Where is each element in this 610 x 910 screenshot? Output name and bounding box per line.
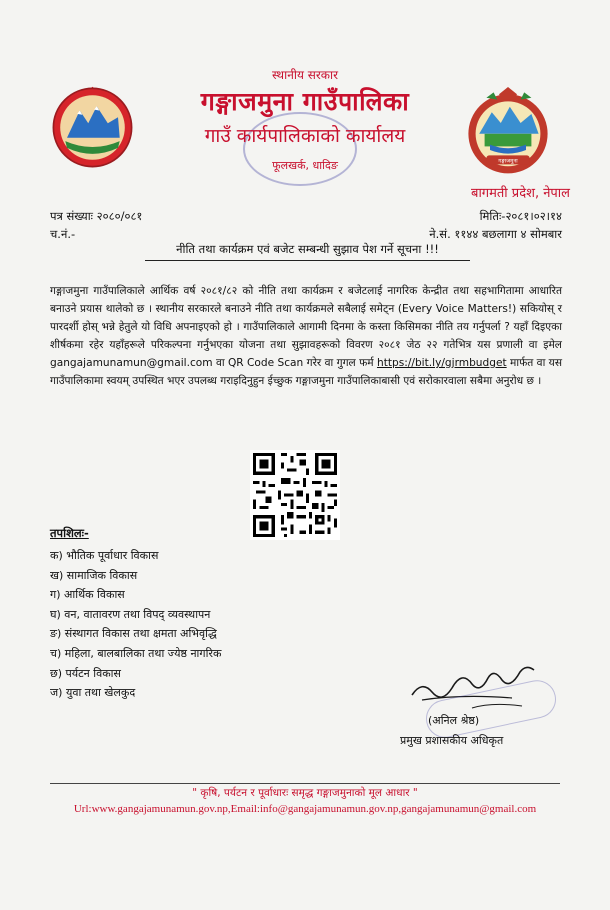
list-item: ख) सामाजिक विकास	[50, 568, 138, 582]
google-form-link[interactable]: https://bit.ly/gjrmbudget	[376, 357, 507, 369]
details-title: तपशिलः-	[50, 526, 89, 540]
list-item: घ) वन, वातावरण तथा विपद् व्यवस्थापन	[50, 607, 211, 621]
notice-subject: नीति तथा कार्यक्रम एवं बजेट सम्बन्धी सुझाव पेश गर्ने सूचना !!!	[145, 242, 470, 261]
list-item: छ) पर्यटन विकास	[50, 666, 121, 680]
footer-contact: Url:www.gangajamunamun.gov.np,Email:info@gangajamunamun.gov.np,gangajamunamun@gmail.com	[73, 803, 537, 815]
signatory-name: (अनिल श्रेष्ठ)	[428, 714, 480, 727]
body-paragraph-start: गङ्गाजमुना गाउँपालिकाले आर्थिक वर्ष २०८१/८२ को नीति तथा कार्यक्रम र बजेटलाई नागरिक केन्द्रीत तथा सहभागितामा आधारित बनाउने प्रयास थालेको छ । स्थानीय सरकारले बनाउने नीति तथा कार्यक्रमले सबैलाई समेट्न (Every Voice Matters!) सकियोस् र पारदर्शी होस् भन्ने हेतुले यो विधि अपनाइएको हो । गाउँपालिकाले आगामी दिनमा के कस्ता किसिमका नीति तय गर्नुपर्ला ? यहाँ दिइएका शीर्षकमा रहेर यहाँहरूले परिकल्पना गर्नुभएका योजना तथा सुझावहरूको विवरण २०८१ जेठ २२ गतेभित्र यस प्रणाली वा इमेल gangajamunamun@gmail.com वा QR Code Scan गरेर वा गुगल फर्म	[50, 285, 562, 369]
body-paragraph-end: मार्फत वा यस गाउँपालिकामा स्वयम् उपस्थित भएर उपलब्ध गराइदिनुहुन ईच्छुक गङ्गाजमुना गाउँपालिकाबासी एवं सरोकारवाला सबैमा अनुरोध छ ।	[50, 357, 562, 387]
list-item: ज) युवा तथा खेलकुद	[50, 686, 136, 700]
qr-code-icon[interactable]	[250, 450, 340, 540]
svg-text:गङ्गाजमुना: गङ्गाजमुना	[498, 158, 518, 165]
dispatch-number: च.नं.-	[50, 227, 76, 241]
notice-body	[50, 282, 562, 390]
list-item: ग) आर्थिक विकास	[50, 588, 125, 602]
header-office-name: गाउँ कार्यपालिकाको कार्यालय	[204, 125, 406, 147]
list-item: च) महिला, बालबालिका तथा ज्येष्ठ नागरिक	[50, 646, 222, 660]
header-municipality-name: गङ्गाजमुना गाउँपालिका	[200, 87, 410, 116]
footer-divider	[50, 783, 560, 784]
signatory-title: प्रमुख प्रशासकीय अधिकृत	[400, 734, 504, 747]
letter-date: मितिः-२०८१।०२।१४	[479, 209, 562, 223]
list-item: क) भौतिक पूर्वाधार विकास	[50, 549, 159, 562]
footer-motto: " कृषि, पर्यटन र पूर्वाधारः समृद्ध गङ्गाजमुनाको मूल आधार "	[192, 787, 418, 799]
letter-number: पत्र संख्याः २०८०/०८१	[50, 209, 143, 223]
header-local-government: स्थानीय सरकार	[272, 68, 338, 82]
list-item: ङ) संस्थागत विकास तथा क्षमता अभिवृद्धि	[50, 627, 217, 641]
details-list	[50, 546, 221, 703]
header-address: फूलखर्क, धादिङ	[272, 159, 338, 172]
nepal-era-date: ने.सं. ११४४ बछलागा ४ सोमबार	[429, 227, 562, 241]
header-province: बागमती प्रदेश, नेपाल	[471, 186, 570, 201]
